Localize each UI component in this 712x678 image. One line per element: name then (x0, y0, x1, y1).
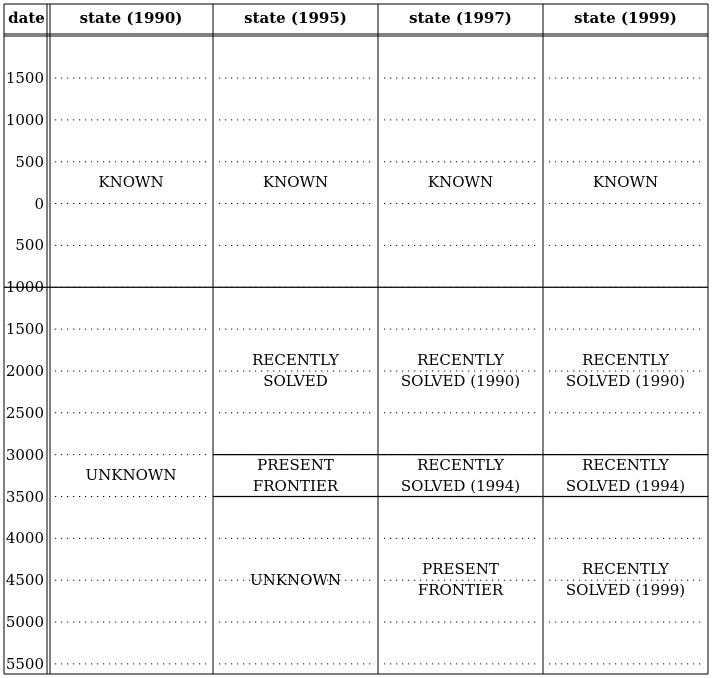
state-cell-label: RECENTLY (582, 455, 669, 474)
state-cell-label: PRESENT (422, 560, 499, 579)
state-cell-label: SOLVED (1999) (565, 581, 686, 600)
header-state: state (1999) (574, 9, 677, 27)
state-cell-label: RECENTLY (582, 350, 669, 369)
date-label: 2500 (5, 403, 44, 422)
state-cell-label: PRESENT (257, 455, 334, 474)
date-label: 5500 (5, 654, 44, 673)
date-label: 0 (34, 194, 44, 213)
header-state: state (1990) (79, 9, 183, 27)
date-label: 1000 (5, 278, 44, 297)
state-cell-label: RECENTLY (417, 455, 504, 474)
state-cell-label: SOLVED (1994) (565, 476, 686, 495)
date-label: 3000 (5, 445, 44, 464)
state-cell-label: SOLVED (1990) (400, 371, 521, 390)
state-cell-label: KNOWN (427, 173, 494, 192)
state-cell-label: SOLVED (263, 371, 328, 390)
date-label: 5000 (5, 613, 44, 632)
date-label: 1500 (5, 320, 44, 339)
date-label: 1500 (5, 69, 44, 87)
date-label: 1000 (5, 110, 44, 129)
date-label: 3500 (5, 487, 44, 506)
date-label: 4000 (5, 529, 44, 548)
state-cell-label: RECENTLY (417, 350, 504, 369)
state-cell-label: KNOWN (262, 173, 329, 192)
state-cell-label: KNOWN (98, 173, 164, 192)
date-label: 500 (15, 236, 44, 255)
state-cell-label: SOLVED (1990) (565, 371, 686, 390)
date-label: 2000 (5, 361, 44, 380)
state-cell-label: UNKNOWN (85, 466, 177, 485)
state-cell-label: UNKNOWN (250, 570, 341, 589)
header-state: state (1995) (244, 9, 347, 27)
date-label: 500 (15, 152, 44, 171)
state-cell-label: FRONTIER (252, 476, 339, 495)
state-cell-label: FRONTIER (417, 581, 504, 600)
state-cell-label: RECENTLY (252, 350, 339, 369)
header-date: date (8, 9, 45, 27)
state-cell-label: SOLVED (1994) (400, 476, 521, 495)
state-cell-label: RECENTLY (582, 560, 669, 579)
header-state: state (1997) (409, 9, 512, 27)
date-label: 4500 (5, 571, 44, 590)
state-cell-label: KNOWN (592, 173, 659, 192)
